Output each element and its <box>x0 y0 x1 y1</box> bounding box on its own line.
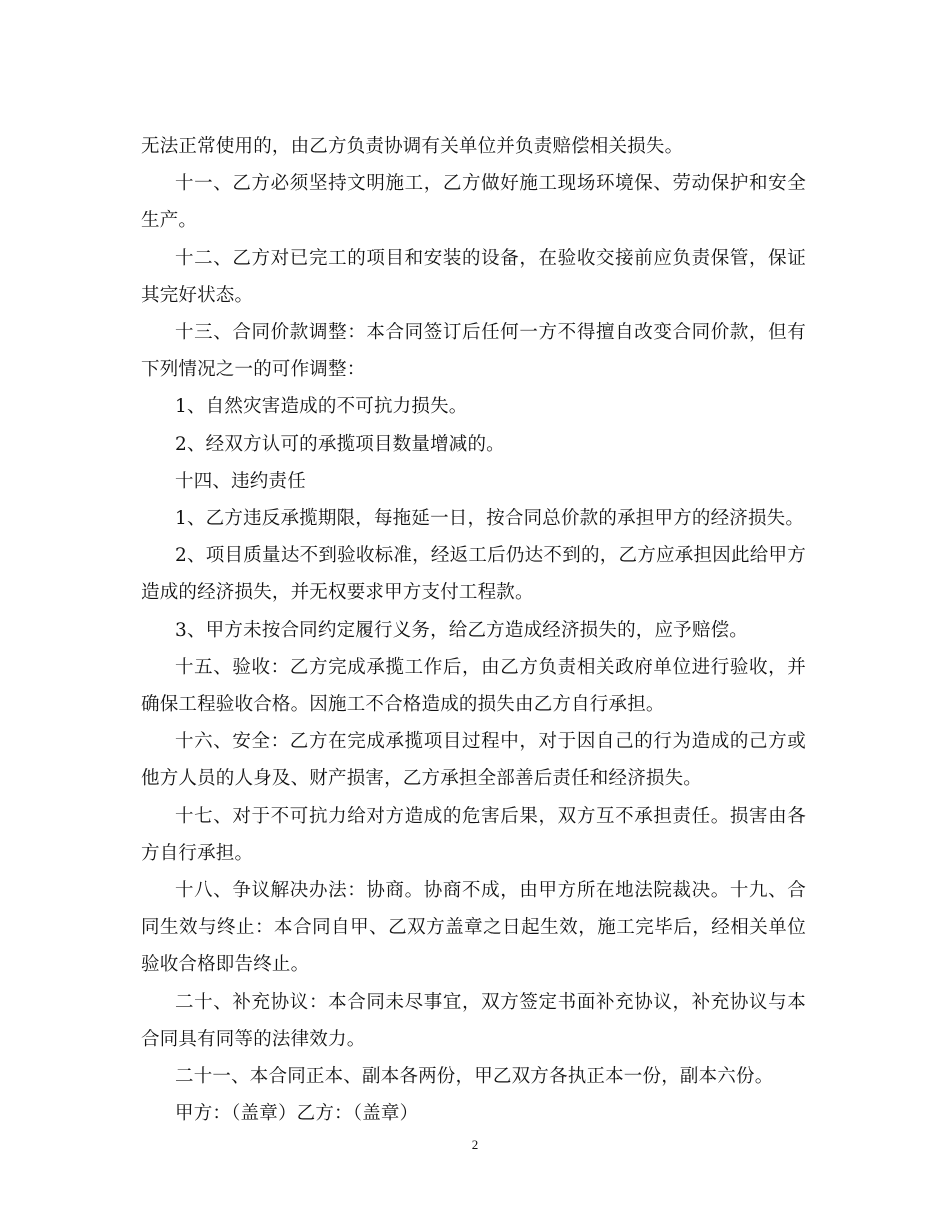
paragraph-clause-14-item-3: 3、甲方未按合同约定履行义务，给乙方造成经济损失的，应予赔偿。 <box>175 619 748 641</box>
paragraph-clause-20: 二十、补充协议：本合同未尽事宜，双方签定书面补充协议，补充协议与本合同具有同等的法律效力。 <box>141 991 806 1050</box>
paragraph-clause-15: 十五、验收：乙方完成承揽工作后，由乙方负责相关政府单位进行验收，并确保工程验收合格。因施工不合格造成的损失由乙方自行承担。 <box>141 656 806 716</box>
paragraph-signature-line: 甲方：（盖章）乙方：（盖章） <box>175 1103 419 1125</box>
paragraph-clause-14-heading: 十四、违约责任 <box>175 470 306 492</box>
paragraph-clause-14-item-2: 2、项目质量达不到验收标准，经返工后仍达不到的，乙方应承担因此给甲方造成的经济损失，并无权要求甲方支付工程款。 <box>141 545 806 604</box>
paragraph-clause-21: 二十一、本合同正本、副本各两份，甲乙双方各执正本一份，副本六份。 <box>175 1066 774 1088</box>
paragraph-clause-17: 十七、对于不可抗力给对方造成的危害后果，双方互不承担责任。损害由各方自行承担。 <box>141 805 806 864</box>
paragraph-continuation: 无法正常使用的，由乙方负责协调有关单位并负责赔偿相关损失。 <box>141 136 684 157</box>
paragraph-clause-18-19: 十八、争议解决办法：协商。协商不成，由甲方所在地法院裁决。十九、合同生效与终止：本合同自甲、乙双方盖章之日起生效，施工完毕后，经相关单位验收合格即告终止。 <box>141 880 806 976</box>
paragraph-clause-13: 十三、合同价款调整：本合同签订后任何一方不得擅自改变合同价款，但有下列情况之一的可作调整： <box>141 322 806 381</box>
paragraph-clause-11: 十一、乙方必须坚持文明施工，乙方做好施工现场环境保、劳动保护和安全生产。 <box>141 173 806 232</box>
paragraph-clause-16: 十六、安全：乙方在完成承揽项目过程中，对于因自己的行为造成的己方或他方人员的人身及、财产损害，乙方承担全部善后责任和经济损失。 <box>141 731 806 790</box>
paragraph-clause-13-item-1: 1、自然灾害造成的不可抗力损失。 <box>175 396 468 418</box>
paragraph-clause-13-item-2: 2、经双方认可的承揽项目数量增减的。 <box>175 433 505 455</box>
paragraph-clause-14-item-1: 1、乙方违反承揽期限，每拖延一日，按合同总价款的承担甲方的经济损失。 <box>175 508 805 530</box>
paragraph-clause-12: 十二、乙方对已完工的项目和安装的设备，在验收交接前应负责保管，保证其完好状态。 <box>141 247 806 306</box>
document-body <box>141 128 806 1132</box>
page-number: 2 <box>471 1137 479 1152</box>
